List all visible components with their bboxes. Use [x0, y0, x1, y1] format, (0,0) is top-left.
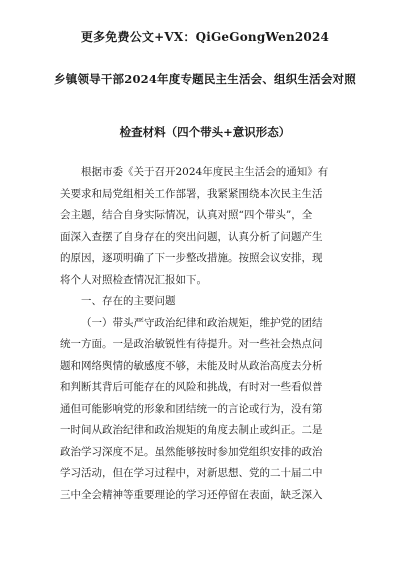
body-line: 三中全会精神等重要理论的学习还停留在表面，缺乏深入 — [60, 488, 323, 501]
body-line: 面深入查摆了自身存在的突出问题，认真分析了问题产生 — [60, 230, 323, 243]
header-watermark-text: 更多免费公文+VX：QiGeGongWen2024 — [80, 30, 330, 44]
body-line: 关要求和局党组相关工作部署，我紧紧围绕本次民主生活 — [60, 187, 323, 200]
document-body — [60, 162, 352, 506]
body-line: 的原因，逐项明确了下一步整改措施。按照会议安排，现 — [60, 252, 323, 264]
body-line: 学习活动，但在学习过程中，对新思想、党的二十届二中 — [60, 467, 323, 479]
body-line: 一时间从政治纪律和政治规矩的角度去制止或纠正。二是 — [60, 424, 323, 436]
body-line: 通但可能影响党的形象和团结统一的言论或行为，没有第 — [60, 402, 323, 415]
body-line: （一）带头严守政治纪律和政治规矩，维护党的团结 — [81, 316, 323, 329]
section-heading: 一、存在的主要问题 — [81, 295, 176, 307]
body-line: 和判断其背后可能存在的风险和挑战，有时对一些看似普 — [60, 381, 323, 393]
body-line: 根据市委《关于召开2024年度民主生活会的通知》有 — [81, 166, 329, 178]
body-line: 政治学习深度不足。虽然能够按时参加党组织安排的政治 — [60, 445, 323, 458]
body-line: 会主题，结合自身实际情况，认真对照“四个带头”，全 — [60, 209, 313, 221]
body-line: 将个人对照检查情况汇报如下。 — [60, 273, 207, 286]
document-title-line-1: 乡镇领导干部2024年度专题民主生活会、组织生活会对照 — [54, 72, 356, 86]
body-line: 统一方面。一是政治敏锐性有待提升。对一些社会热点问 — [60, 338, 323, 350]
body-line: 题和网络舆情的敏感度不够，未能及时从政治高度去分析 — [60, 359, 323, 372]
document-title-line-2: 检查材料（四个带头+意识形态） — [119, 125, 291, 139]
